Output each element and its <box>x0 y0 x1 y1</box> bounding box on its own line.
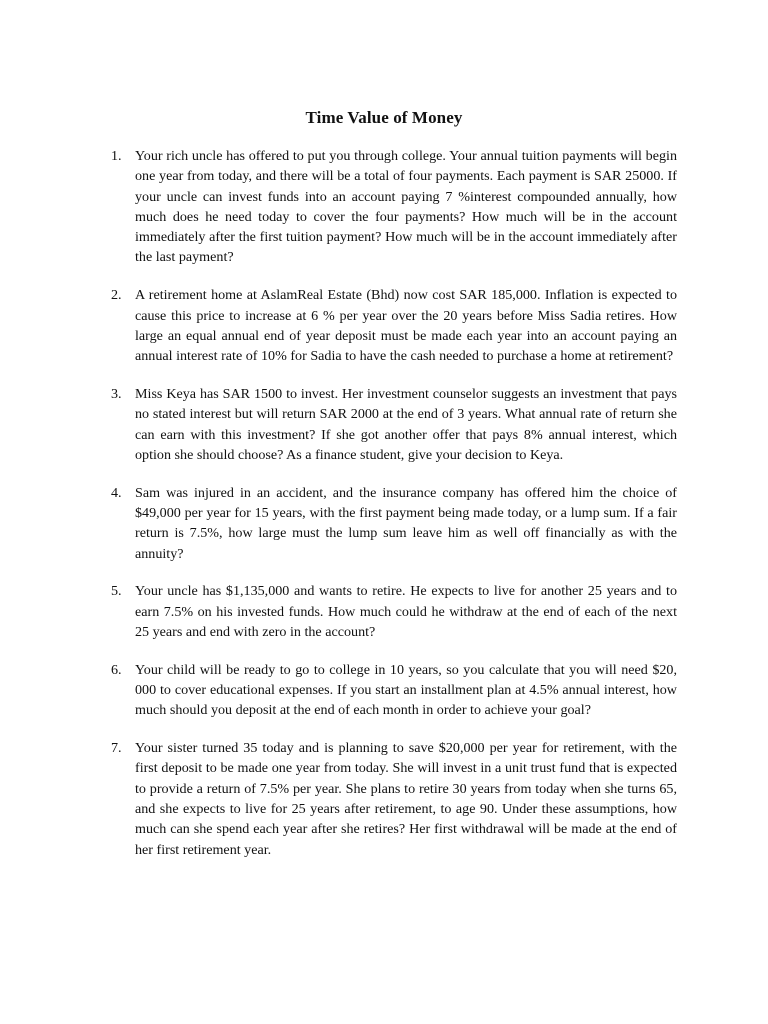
question-number: 6. <box>111 661 122 678</box>
question-number: 1. <box>111 148 122 164</box>
question-text: Your uncle has $1,135,000 and wants to retire. He expects to live for another 25 years and to earn 7.5% on his invested funds. How much could he withdraw at the end of each of the next 25 years and end with zero in the account? <box>135 583 677 640</box>
question-number: 4. <box>111 484 122 501</box>
question-number: 5. <box>111 583 122 600</box>
question-item <box>111 660 677 721</box>
question-text: Your child will be ready to go to college in 10 years, so you calculate that you will need $20, 000 to cover educational expenses. If you start an installment plan at 4.5% annual interest, how much should you deposit at the end of each month in order to achieve your goal? <box>135 661 677 719</box>
question-item <box>111 581 677 642</box>
question-number: 7. <box>111 740 122 757</box>
question-text: Your rich uncle has offered to put you through college. Your annual tuition payments will begin one year from today, and there will be a total of four payments. Each payment is SAR 25000. If your uncle can invest funds into an account paying 7 %interest compounded annually, how much does he need today to cover the four payments? How much will be in the account immediately after the first tuition payment? How much will be in the account immediately after the last payment? <box>135 148 677 266</box>
question-text: Sam was injured in an accident, and the insurance company has offered him the choice of $49,000 per year for 15 years, with the first payment being made today, or a lump sum. If a fair return is 7.5%, how large must the lump sum leave him as well off financially as with the annuity? <box>135 484 677 562</box>
question-list <box>111 146 677 877</box>
question-item <box>111 483 677 564</box>
question-item <box>111 146 677 268</box>
question-text: Miss Keya has SAR 1500 to invest. Her investment counselor suggests an investment that pays no stated interest but will return SAR 2000 at the end of 3 years. What annual rate of return she can earn with this investment? If she got another offer that pays 8% annual interest, which option she should choose? As a finance student, give your decision to Keya. <box>135 385 677 463</box>
question-number: 2. <box>111 287 122 304</box>
question-item <box>111 285 677 366</box>
document-title: Time Value of Money <box>305 108 463 127</box>
question-number: 3. <box>111 385 122 402</box>
question-item <box>111 738 677 860</box>
question-text: Your sister turned 35 today and is planning to save $20,000 per year for retirement, with the first deposit to be made one year from today. She will invest in a unit trust fund that is expected to provide a return of 7.5% per year. She plans to retire 30 years from today when she turns 65, and she expects to live for 25 years after retirement, to age 90. Under these assumptions, how much can she spend each year after she retires? Her first withdrawal will be made at the end of her first retirement year. <box>135 740 677 858</box>
question-text: A retirement home at AslamReal Estate (Bhd) now cost SAR 185,000. Inflation is expected to cause this price to increase at 6 % per year over the 20 years before Miss Sadia retires. How large an equal annual end of year deposit must be made each year into an account paying an annual interest rate of 10% for Sadia to have the cash needed to purchase a home at retirement? <box>135 287 677 365</box>
question-item <box>111 384 677 465</box>
